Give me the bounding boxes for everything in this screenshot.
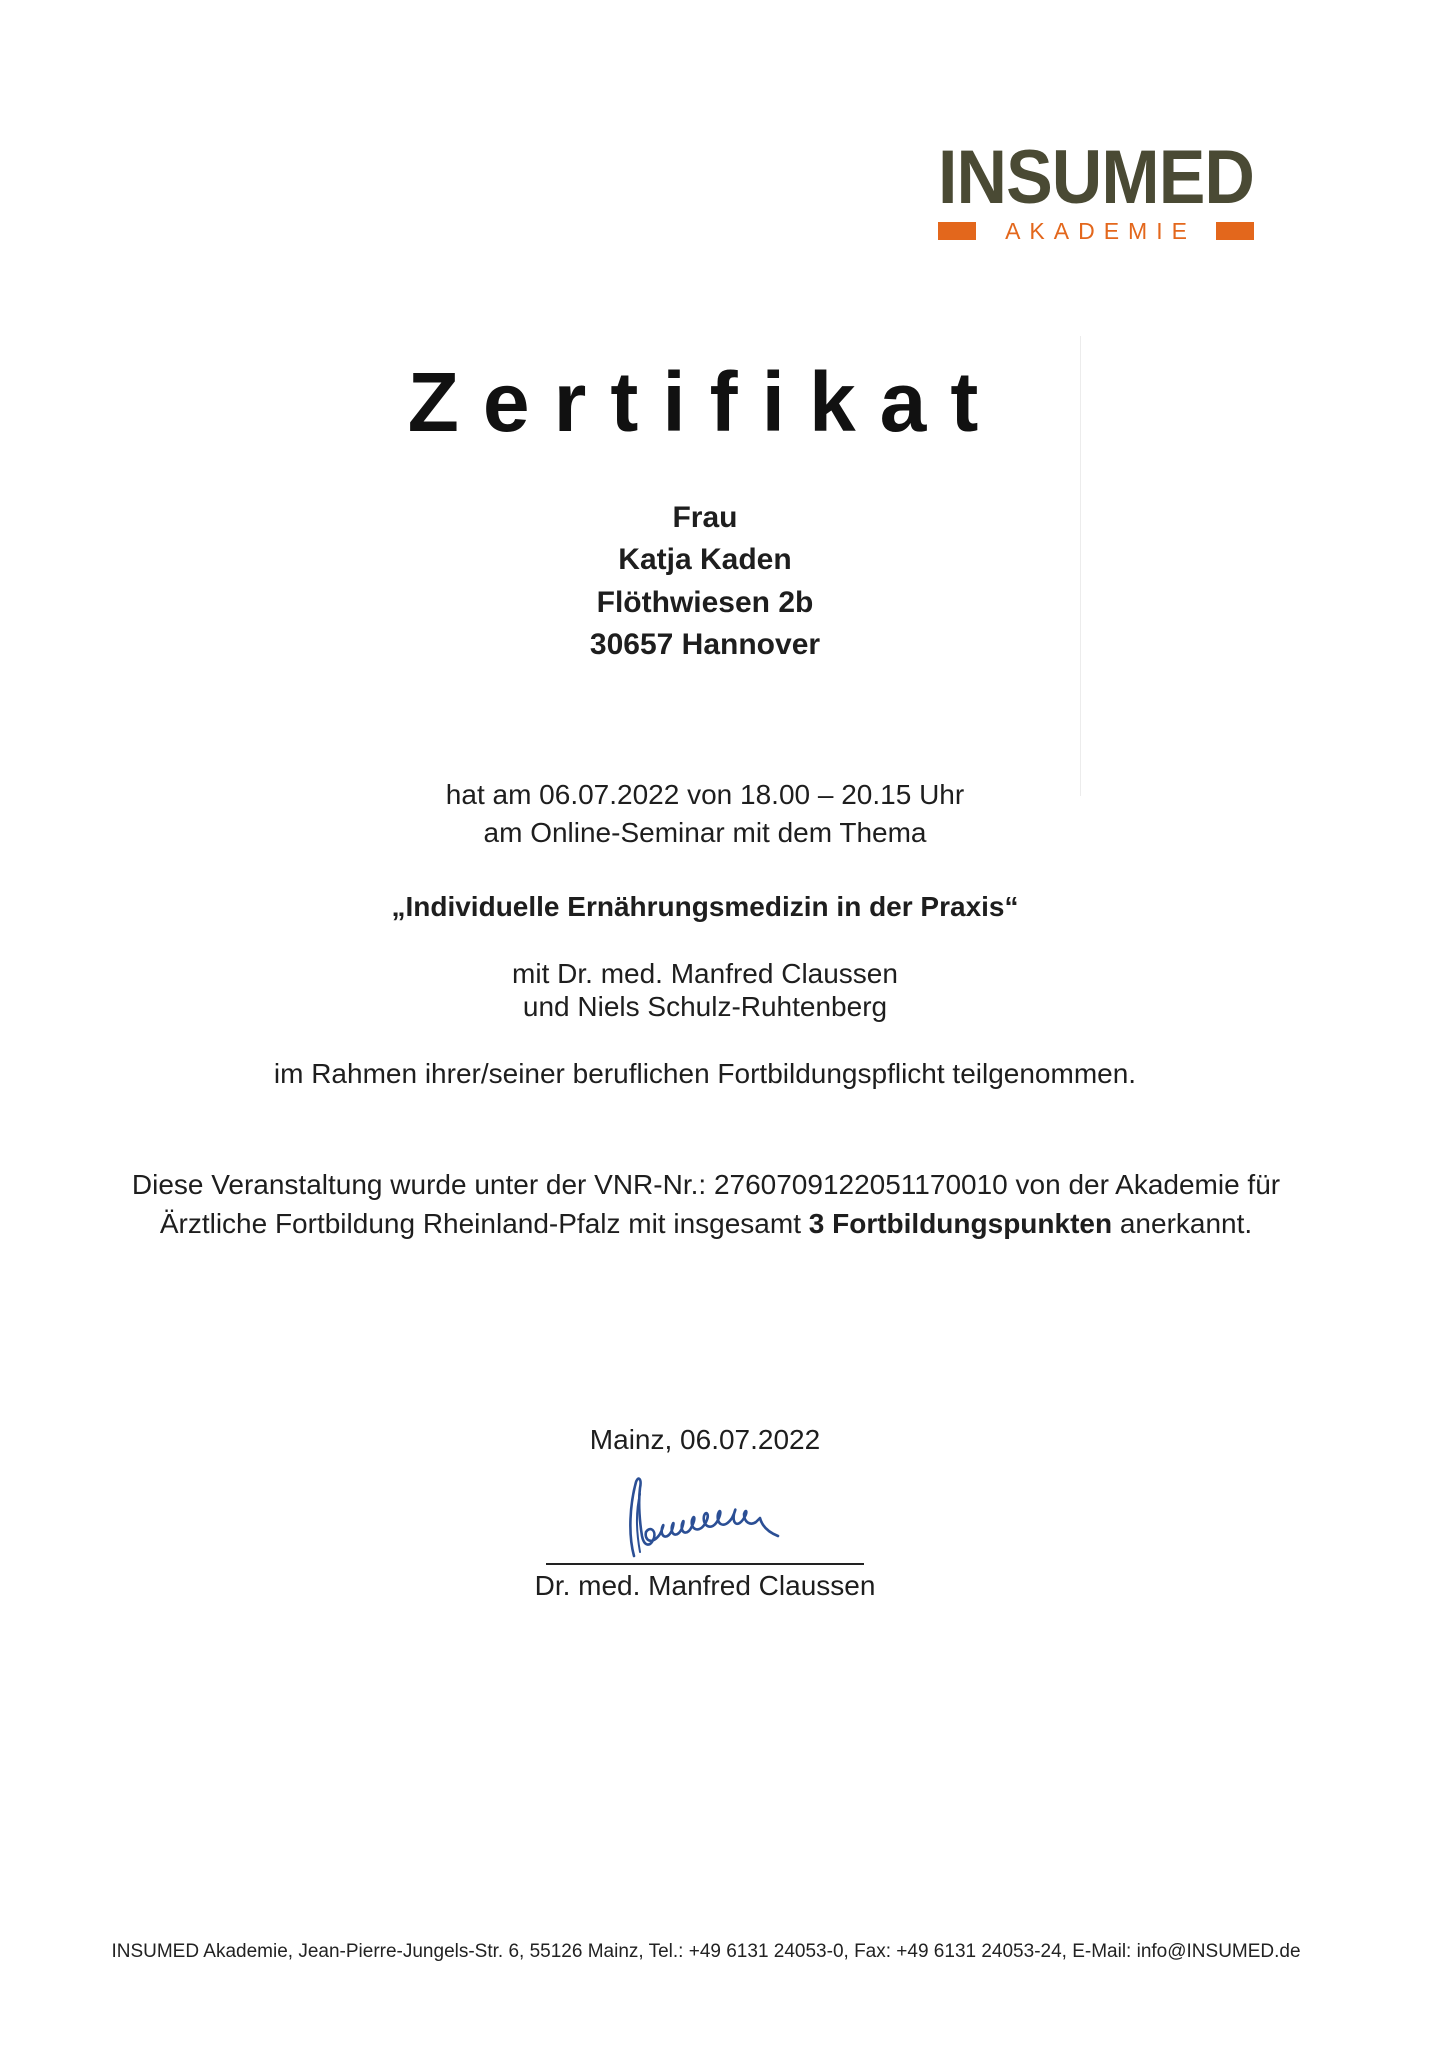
speakers-line-1: mit Dr. med. Manfred Claussen xyxy=(512,958,898,989)
handwritten-signature xyxy=(620,1474,820,1564)
logo-subline xyxy=(938,216,1254,246)
accreditation-line-1: Diese Veranstaltung wurde unter der VNR-Nr.: 2760709122051170010 von der Akademie für xyxy=(131,1169,1281,1200)
participation-statement: im Rahmen ihrer/seiner beruflichen Fortbildungspflicht teilgenommen. xyxy=(273,1058,1137,1089)
signature-line xyxy=(546,1563,864,1565)
insumed-logo xyxy=(938,135,1258,248)
accreditation-text: Ärztliche Fortbildung Rheinland-Pfalz mit insgesamt xyxy=(159,1208,809,1239)
recipient-salutation: Frau xyxy=(672,501,738,534)
place-and-date: Mainz, 06.07.2022 xyxy=(589,1424,821,1455)
accreditation-suffix: anerkannt. xyxy=(1112,1208,1253,1239)
recipient-street: Flöthwiesen 2b xyxy=(596,586,814,619)
recipient-city: 30657 Hannover xyxy=(589,628,821,661)
footer-address: INSUMED Akademie, Jean-Pierre-Jungels-Str. 6, 55126 Mainz, Tel.: +49 6131 24053-0, Fax: +49 6131 24053-24, E-Mail: info@INSUMED.de xyxy=(111,1941,1301,1962)
event-format-line: am Online-Seminar mit dem Thema xyxy=(483,817,927,848)
event-date-line: hat am 06.07.2022 von 18.00 – 20.15 Uhr xyxy=(445,779,965,810)
logo-wordmark: INSUMED xyxy=(938,135,1254,220)
signatory-name: Dr. med. Manfred Claussen xyxy=(534,1570,876,1601)
certificate-title: Zertifikat xyxy=(407,355,1003,449)
logo-bar-right xyxy=(1216,222,1254,240)
logo-subtitle: AKADEMIE xyxy=(1005,217,1196,244)
accreditation-points: 3 Fortbildungspunkten xyxy=(808,1208,1113,1239)
accreditation-line-2 xyxy=(0,1204,1412,1244)
speakers-line-2: und Niels Schulz-Ruhtenberg xyxy=(522,991,888,1022)
event-topic: „Individuelle Ernährungsmedizin in der Praxis“ xyxy=(391,891,1019,922)
logo-bar-left xyxy=(938,222,976,240)
recipient-name: Katja Kaden xyxy=(618,543,792,576)
